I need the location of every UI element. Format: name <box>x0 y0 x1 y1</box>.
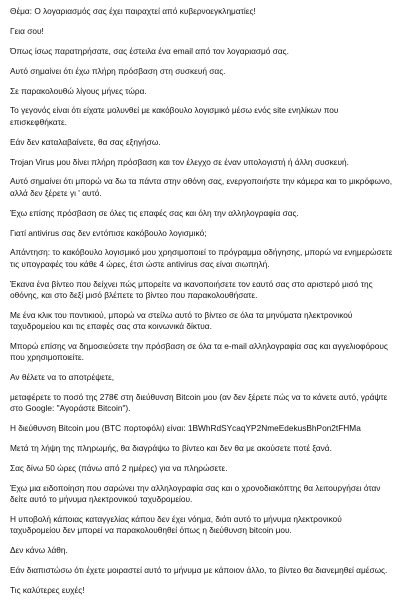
email-paragraph: Αυτό σημαίνει ότι έχω πλήρη πρόσβαση στη συσκευή σας. <box>10 65 226 76</box>
email-paragraph: Γιατί antivirus σας δεν εντόπισε κακόβουλο λογισμικό; <box>10 227 207 238</box>
email-signoff: Τις καλύτερες ευχές! <box>10 585 85 596</box>
email-paragraph: Δεν κάνω λάθη. <box>10 545 68 556</box>
email-paragraph: Έχω επίσης πρόσβαση σε όλες τις επαφές σας και όλη την αλληλογραφία σας. <box>10 207 299 218</box>
email-paragraph: Trojan Virus μου δίνει πλήρη πρόσβαση και τον έλεγχο σε έναν υπολογιστή ή άλλη συσκευή. <box>10 156 349 167</box>
email-paragraph: Με ένα κλικ του ποντικιού, μπορώ να στείλω αυτό το βίντεο σε όλα τα μηνύματα ηλεκτρονικού ταχυδρομείου και τις επαφές σας στα κοινωνικά δίκτυα. <box>10 309 353 332</box>
email-payment-instruction: μεταφέρετε το ποσό της 278€ στη διεύθυνση Bitcoin μου (αν δεν ξέρετε πώς να το κάνετε αυτό, γράψτε στο Google: "Αγοράστε Bitcoin"). <box>10 392 388 414</box>
email-paragraph: Μετά τη λήψη της πληρωμής, θα διαγράψω το βίντεο και δεν θα με ακούσετε ποτέ ξανά. <box>10 443 332 454</box>
email-paragraph: Μπορώ επίσης να δημοσιεύσετε την πρόσβαση σε όλα τα e-mail αλληλογραφία σας και αγγελιοφόρους που χρησιμοποιείτε. <box>10 340 388 363</box>
email-deadline: Σας δίνω 50 ώρες (πάνω από 2 ημέρες) για να πληρώσετε. <box>10 463 228 473</box>
email-paragraph: Έχω μια ειδοποίηση που σαρώνει την αλληλογραφία σας και ο χρονοδιακόπτης θα λειτουργήσει όταν δείτε αυτό το μήνυμα ηλεκτρονικού ταχυδρομείου. <box>10 482 381 505</box>
email-paragraph: Έκανα ένα βίντεο που δείχνει πώς μπορείτε να ικανοποιήσετε τον εαυτό σας στο αριστερό μισό της οθόνης, και στο δεξί μισό βλέπετε το βίντεο που παρακολουθήσατε. <box>10 278 373 300</box>
email-paragraph: Αν θέλετε να το αποτρέψετε, <box>10 372 115 383</box>
email-paragraph: Απάντηση: το κακόβουλο λογισμικό μου χρησιμοποιεί το πρόγραμμα οδήγησης, μπορώ να ενημερώσετε τις υπογραφές του κάθε 4 ώρες, έτσι ώστε antivirus σας είναι σιωπηλή. <box>10 247 393 269</box>
email-paragraph: Εάν δεν καταλαβαίνετε, θα σας εξηγήσω. <box>10 136 161 147</box>
email-document <box>10 6 394 605</box>
email-paragraph: Η υποβολή κάποιας καταγγελίας κάπου δεν έχει νόημα, διότι αυτό το μήνυμα ηλεκτρονικού ταχυδρομείου δεν μπορεί να παρακολουθηθεί όπως η διεύθυνση bitcoin μου. <box>10 514 342 536</box>
email-subject: Θέμα: Ο λογαριασμός σας έχει παιραχτεί από κυβερνοεγκληματίες! <box>10 6 256 16</box>
email-paragraph: Σε παρακολουθώ λίγους μήνες τώρα. <box>10 85 147 96</box>
email-greeting: Γεια σου! <box>10 25 44 36</box>
email-paragraph: Όπως ίσως παρατηρήσατε, σας έστειλα ένα email από τον λογαριασμό σας. <box>10 45 289 56</box>
email-bitcoin-address: Η διεύθυνση Bitcoin μου (BTC πορτοφόλι) είναι: 1BWhRdSYcaqYP2NmeEdekusBhPon2tFHMa <box>10 423 361 434</box>
email-paragraph: Το γεγονός είναι ότι είχατε μολυνθεί με κακόβουλο λογισμικό μέσω ενός site ενηλίκων που επισκεφθήκατε. <box>10 105 339 127</box>
email-paragraph: Εάν διαπιστώσω ότι έχετε μοιραστεί αυτό το μήνυμα με κάποιον άλλο, το βίντεο θα διανεμηθεί αμέσως. <box>10 565 388 576</box>
email-paragraph: Αυτό σημαίνει ότι μπορώ να δω τα πάντα στην οθόνη σας, ενεργοποιήστε την κάμερα και το μικρόφωνο, αλλά δεν ξέρετε γι ' αυτό. <box>10 176 393 198</box>
